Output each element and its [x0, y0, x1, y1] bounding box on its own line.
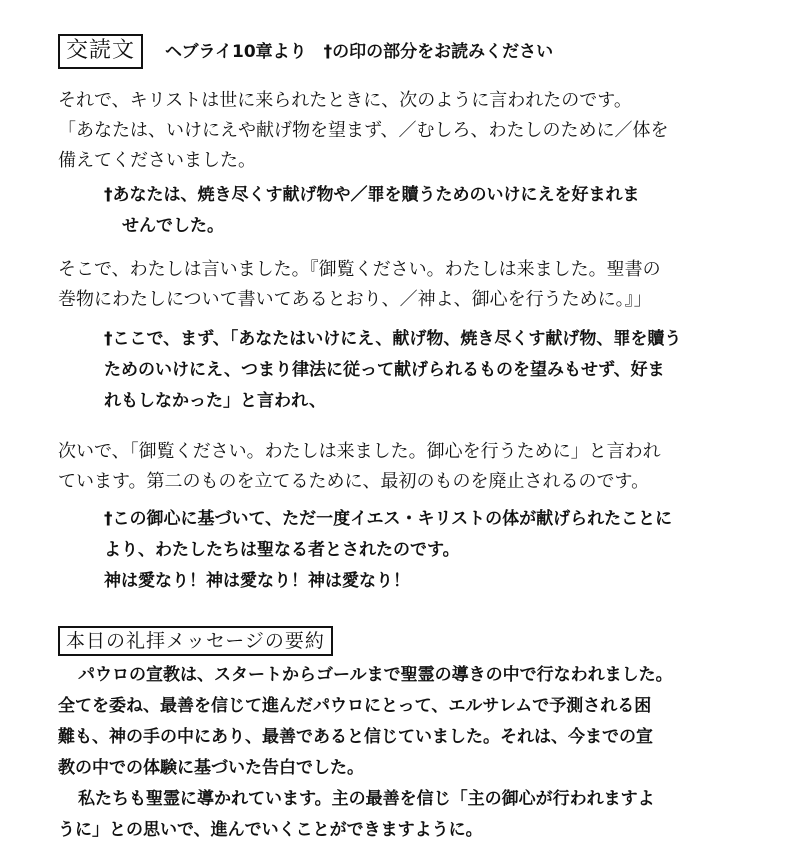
text-line: ためのいけにえ、つまり律法に従って献げられるものを望みもせず、好ま [104, 360, 665, 380]
text-line: れもしなかった」と言われ、 [104, 391, 327, 411]
leader-paragraph-2 [58, 255, 778, 315]
response-paragraph-1 [104, 180, 774, 242]
text-line: †この御心に基づいて、ただ一度イエス・キリストの体が献げられたことに [104, 509, 673, 529]
message-summary-label: 本日の礼拝メッセージの要約 [58, 626, 333, 656]
leader-paragraph-3 [58, 437, 778, 497]
text-line: 難も、神の手の中にあり、最善であると信じていました。それは、今までの宣 [58, 727, 653, 747]
responsive-reading-label: 交読文 [58, 34, 143, 69]
text-line: 教の中での体験に基づいた告白でした。 [58, 758, 364, 778]
text-line: より、わたしたちは聖なる者とされたのです。 [104, 540, 460, 560]
reading-heading [58, 34, 553, 69]
text-line: 私たちも聖霊に導かれています。主の最善を信じ「主の御心が行われますよ [78, 789, 655, 809]
text-line: ています。第二のものを立てるために、最初のものを廃止されるのです。 [58, 471, 650, 492]
text-line: そこで、わたしは言いました。『御覧ください。わたしは来ました。聖書の [58, 259, 661, 280]
text-line: うに」との思いで、進んでいくことができますように。 [58, 820, 483, 840]
text-line: せんでした。 [122, 216, 224, 236]
text-line: 神は愛なり！神は愛なり！神は愛なり！ [104, 571, 410, 591]
text-line: 「あなたは、いけにえや献げ物を望まず、／むしろ、わたしのために／体を [58, 120, 669, 141]
response-paragraph-3 [104, 504, 774, 597]
text-line: 次いで、「御覧ください。わたしは来ました。御心を行うために」と言われ [58, 441, 661, 462]
reading-instruction: ヘブライ10章より †の印の部分をお読みください [165, 41, 554, 62]
text-line: 全てを委ね、最善を信じて進んだパウロにとって、エルサレムで予測される困 [58, 696, 652, 716]
text-line: 備えてくださいました。 [58, 150, 256, 171]
text-line: パウロの宣教は、スタートからゴールまで聖霊の導きの中で行なわれました。 [78, 665, 673, 685]
message-summary-body [58, 660, 782, 846]
text-line: †ここで、まず、「あなたはいけにえ、献げ物、焼き尽くす献げ物、罪を贖う [104, 329, 682, 349]
text-line: †あなたは、焼き尽くす献げ物や／罪を贖うためのいけにえを好まれま [104, 185, 640, 205]
response-paragraph-2 [104, 324, 774, 417]
text-line: 巻物にわたしについて書いてあるとおり、／神よ、御心を行うために。』」 [58, 289, 652, 310]
text-line: それで、キリストは世に来られたときに、次のように言われたのです。 [58, 90, 632, 111]
leader-paragraph-1 [58, 86, 778, 176]
